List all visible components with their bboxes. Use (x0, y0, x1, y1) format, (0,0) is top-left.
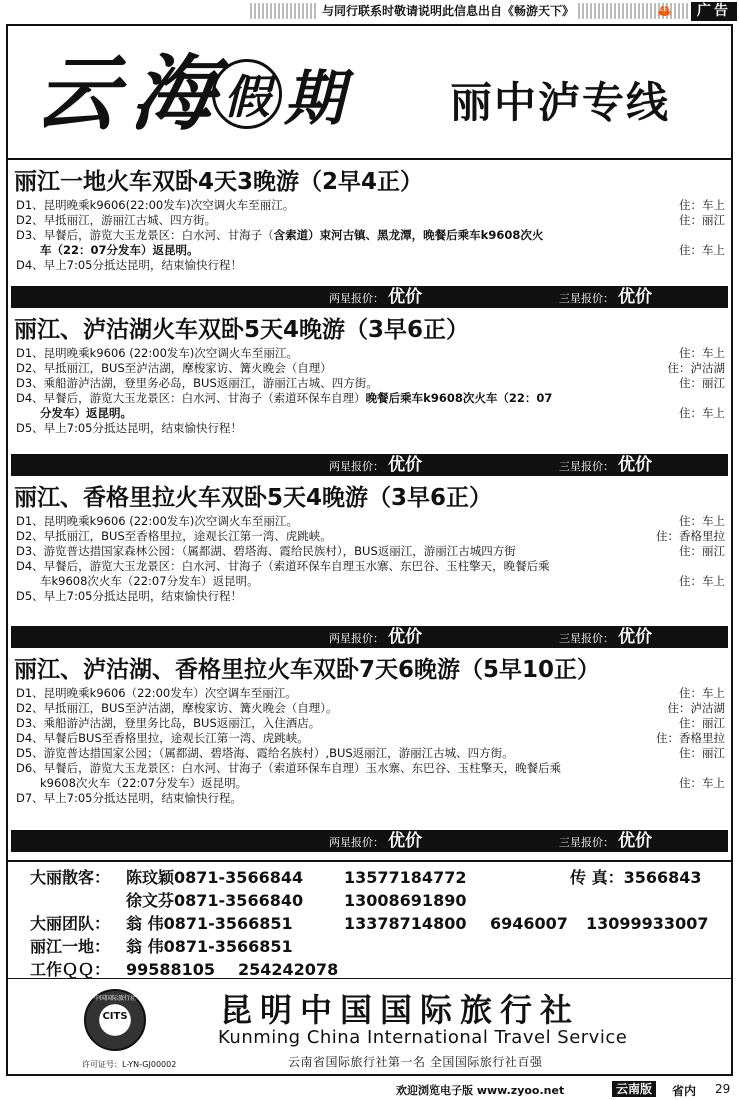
route-3 (8, 482, 731, 604)
top-strip (0, 0, 739, 22)
contact-row: 大丽散客： 陈玟颖0871-3566844 13577184772 传 真：3566843 (30, 868, 702, 887)
itinerary-day: D4、早餐后，游览大玉龙景区：白水河、甘海子（索道环保车自理玉水寨、东巴谷、玉柱擎天，晚餐后乘 车k9608次火车（22:07分发车）返昆明。 住：车上 (16, 559, 725, 588)
price-bar: 两星报价： 优价 三星报价： 优价 (11, 830, 728, 852)
itinerary-day: D5、早上7:05分抵达昆明，结束愉快行程！ (16, 421, 242, 435)
contact-row: 大丽团队： 翁 伟0871-3566851 13378714800 6946007 13099933007 (30, 914, 709, 933)
route-title: 丽江、香格里拉火车双卧5天4晚游（3早6正） (14, 485, 493, 511)
price-bar: 两星报价： 优价 三星报价： 优价 (11, 454, 728, 476)
edition-badge: 云南版 (612, 1081, 656, 1097)
itinerary-day: D2、早抵丽江，BUS至香格里拉，途观长江第一湾、虎跳峡。 住：香格里拉 (16, 529, 725, 543)
itinerary-day: D5、早上7:05分抵达昆明，结束愉快行程！ (16, 589, 242, 603)
itinerary-day: D2、早抵丽江，BUS至泸沽湖，摩梭家访、篝火晚会（自理） 住：泸沽湖 (16, 361, 725, 375)
contact-block (8, 860, 731, 979)
route-title: 丽江一地火车双卧4天3晚游（2早4正） (14, 169, 424, 195)
contact-row: 徐文芬0871-3566840 13008691890 (126, 891, 467, 910)
itinerary-day: D1、昆明晚乘k9606（22:00发车）次空调车至丽江。 住：车上 (16, 686, 725, 700)
agency-footer (8, 978, 731, 1074)
itinerary-day: D5、游览普达措国家公园；（属都湖、碧塔海、霞给名族村）,BUS返丽江，游丽江古城、四方街。 住：丽江 (16, 746, 725, 760)
brand-logo (30, 34, 344, 154)
route-title: 丽江、泸沽湖、香格里拉火车双卧7天6晚游（5早10正） (14, 657, 601, 683)
brand-char-3: 假 (212, 59, 282, 129)
itinerary-day: D1、昆明晚乘k9606 (22:00发车)次空调火车至丽江。 住：车上 (16, 514, 725, 528)
route-title: 丽江、泸沽湖火车双卧5天4晚游（3早6正） (14, 317, 470, 343)
itinerary-day: D3、游览普达措国家森林公园：（属都湖、碧塔海、霞给民族村），BUS返丽江，游丽江古城四方街 住：丽江 (16, 544, 725, 558)
route-2 (8, 314, 731, 436)
agency-name-en: Kunming China International Travel Service (218, 1027, 628, 1048)
ad-tag: 广告 (691, 2, 737, 21)
agency-name-cn: 昆明中国国际旅行社 (220, 991, 581, 1029)
price-bar: 两星报价： 优价 三星报价： 优价 (11, 286, 728, 308)
brand-char-4: 期 (284, 64, 344, 134)
itinerary-day: D4、早餐后BUS至香格里拉，途观长江第一湾、虎跳峡。 住：香格里拉 (16, 731, 725, 745)
itinerary-day: D2、早抵丽江，游丽江古城、四方街。 住：丽江 (16, 213, 725, 227)
advert-frame (6, 24, 733, 1076)
itinerary-day: D2、早抵丽江，BUS至泸沽湖，摩梭家访、篝火晚会（自理）。 住：泸沽湖 (16, 701, 725, 715)
page-number: 29 (715, 1082, 731, 1096)
itinerary-day: D3、早餐后，游览大玉龙景区：白水河、甘海子（含索道）束河古镇、黑龙潭，晚餐后乘车k9608次火 车（22：07分发车）返昆明。 住：车上 (16, 228, 725, 257)
itinerary-day: D3、乘船游泸沽湖，登里务比岛，BUS返丽江，入住酒店。 住：丽江 (16, 716, 725, 730)
section-label: 省内 (672, 1084, 697, 1098)
itinerary-day: D4、早上7:05分抵达昆明，结束愉快行程！ (16, 258, 242, 272)
itinerary-day: D4、早餐后，游览大玉龙景区：白水河、甘海子（索道环保车自理）晚餐后乘车k9608次火车（22：07 分发车）返昆明。 住：车上 (16, 391, 725, 420)
crab-icon: 🦀 (657, 4, 672, 18)
contact-row: 工作ＱＱ： 99588105 254242078 (30, 960, 339, 979)
line-subtitle: 丽中泸专线 (450, 78, 671, 127)
agency-rank: 云南省国际旅行社第一名 全国国际旅行社百强 (288, 1055, 543, 1069)
price-bar: 两星报价： 优价 三星报价： 优价 (11, 626, 728, 648)
website-link[interactable]: 欢迎浏览电子版 www.zyoo.net (396, 1084, 565, 1097)
page-footer (0, 1080, 739, 1100)
itinerary-day: D1、昆明晚乘k9606 (22:00发车)次空调火车至丽江。 住：车上 (16, 346, 725, 360)
advert-header (8, 26, 731, 160)
itinerary-day: D7、早上7:05分抵达昆明，结束愉快行程。 (16, 791, 242, 805)
cits-logo-icon: 中国国际旅行社 CITS (84, 989, 146, 1051)
itinerary-day: D1、昆明晚乘k9606(22:00发车)次空调火车至丽江。 住：车上 (16, 198, 725, 212)
route-4 (8, 654, 731, 806)
route-1 (8, 166, 731, 273)
brand-char-1: 云 (30, 46, 120, 142)
brand-char-2: 海 (126, 46, 216, 142)
itinerary-day: D6、早餐后，游览大玉龙景区：白水河、甘海子（索道环保车自理）玉水寨、东巴谷、玉柱擎天，晚餐后乘 k9608次火车（22:07分发车）返昆明。 住：车上 (16, 761, 725, 790)
contact-row: 丽江一地： 翁 伟0871-3566851 (30, 937, 293, 956)
itinerary-day: D3、乘船游泸沽湖，登里务必岛，BUS返丽江，游丽江古城、四方街。 住：丽江 (16, 376, 725, 390)
license-number: 许可证号：L-YN-GJ00002 (82, 1060, 177, 1069)
source-notice: 与同行联系时敬请说明此信息出自《畅游天下》 (318, 3, 578, 19)
